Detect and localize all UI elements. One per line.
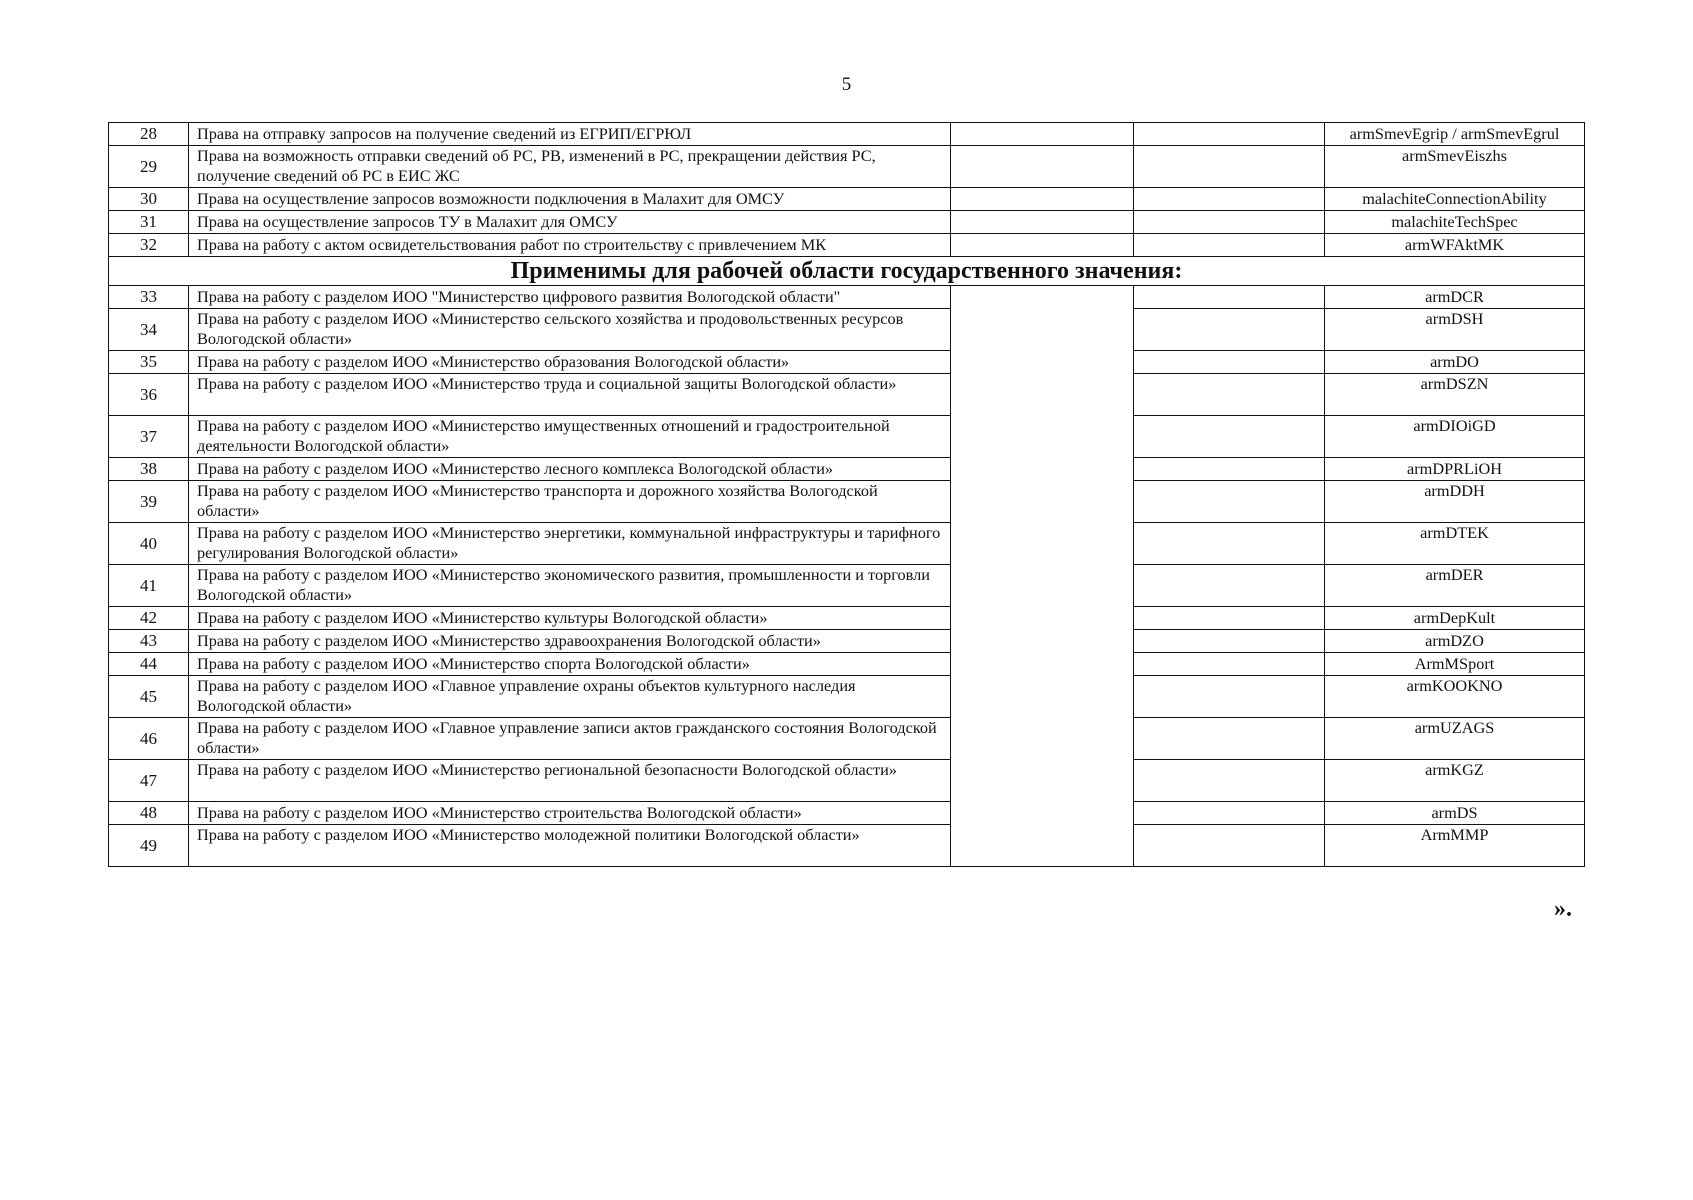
role-code: armSmevEiszhs	[1325, 146, 1585, 188]
table-body-top	[109, 123, 1585, 257]
table-row	[109, 630, 1585, 653]
row-number: 46	[109, 718, 189, 760]
table-row	[109, 416, 1585, 458]
table-body-bottom	[109, 286, 1585, 867]
table-row	[109, 802, 1585, 825]
row-description: Права на возможность отправки сведений об РС, РВ, изменений в РС, прекращении действия РС, получение сведений об РС в ЕИС ЖС	[189, 146, 951, 188]
role-code: armDZO	[1325, 630, 1585, 653]
row-number: 49	[109, 825, 189, 867]
blank-cell	[1134, 481, 1325, 523]
blank-cell	[1134, 351, 1325, 374]
row-number: 41	[109, 565, 189, 607]
table-row	[109, 286, 1585, 309]
row-number: 47	[109, 760, 189, 802]
blank-cell	[1134, 523, 1325, 565]
role-code: armWFAktMK	[1325, 234, 1585, 257]
row-number: 28	[109, 123, 189, 146]
page-number: 5	[841, 74, 852, 95]
table-row	[109, 653, 1585, 676]
blank-cell	[1134, 286, 1325, 309]
row-number: 33	[109, 286, 189, 309]
row-description: Права на работу с разделом ИОО «Министерство труда и социальной защиты Вологодской области»	[189, 374, 951, 416]
row-description: Права на осуществление запросов ТУ в Малахит для ОМСУ	[189, 211, 951, 234]
blank-cell	[1134, 188, 1325, 211]
row-description: Права на работу с разделом ИОО «Министерство имущественных отношений и градостроительной деятельности Вологодской области»	[189, 416, 951, 458]
role-code: malachiteTechSpec	[1325, 211, 1585, 234]
row-description: Права на работу с разделом ИОО «Главное управление записи актов гражданского состояния Вологодской области»	[189, 718, 951, 760]
row-number: 42	[109, 607, 189, 630]
table-row	[109, 458, 1585, 481]
row-description: Права на работу с разделом ИОО «Министерство культуры Вологодской области»	[189, 607, 951, 630]
row-description: Права на осуществление запросов возможности подключения в Малахит для ОМСУ	[189, 188, 951, 211]
blank-cell	[1134, 458, 1325, 481]
blank-cell	[1134, 211, 1325, 234]
table-body-section	[109, 257, 1585, 286]
table-row	[109, 565, 1585, 607]
table-row	[109, 523, 1585, 565]
table-row	[109, 211, 1585, 234]
role-code: ArmMSport	[1325, 653, 1585, 676]
table-row	[109, 760, 1585, 802]
blank-cell	[951, 234, 1134, 257]
table-row	[109, 146, 1585, 188]
row-description: Права на работу с разделом ИОО «Министерство лесного комплекса Вологодской области»	[189, 458, 951, 481]
row-description: Права на отправку запросов на получение сведений из ЕГРИП/ЕГРЮЛ	[189, 123, 951, 146]
row-number: 36	[109, 374, 189, 416]
role-code: armDPRLiOH	[1325, 458, 1585, 481]
role-code: armDDH	[1325, 481, 1585, 523]
blank-cell	[951, 123, 1134, 146]
row-number: 34	[109, 309, 189, 351]
blank-cell	[1134, 653, 1325, 676]
row-description: Права на работу с разделом ИОО «Министерство сельского хозяйства и продовольственных ресурсов Вологодской области»	[189, 309, 951, 351]
row-description: Права на работу с разделом ИОО «Министерство региональной безопасности Вологодской области»	[189, 760, 951, 802]
role-code: armDSZN	[1325, 374, 1585, 416]
blank-cell	[1134, 760, 1325, 802]
closing-quote-mark: ».	[1554, 896, 1572, 922]
row-description: Права на работу с разделом ИОО «Министерство экономического развития, промышленности и торговли Вологодской области»	[189, 565, 951, 607]
role-code: malachiteConnectionAbility	[1325, 188, 1585, 211]
row-description: Права на работу с разделом ИОО «Министерство образования Вологодской области»	[189, 351, 951, 374]
blank-cell	[951, 286, 1134, 867]
role-code: ArmMMP	[1325, 825, 1585, 867]
blank-cell	[951, 188, 1134, 211]
role-code: armDS	[1325, 802, 1585, 825]
table-row	[109, 825, 1585, 867]
blank-cell	[1134, 630, 1325, 653]
role-code: armKOOKNO	[1325, 676, 1585, 718]
row-description: Права на работу с разделом ИОО «Министерство спорта Вологодской области»	[189, 653, 951, 676]
section-heading-row	[109, 257, 1585, 286]
table-row	[109, 607, 1585, 630]
row-number: 38	[109, 458, 189, 481]
row-number: 32	[109, 234, 189, 257]
section-heading: Применимы для рабочей области государственного значения:	[109, 257, 1585, 286]
blank-cell	[1134, 802, 1325, 825]
role-code: armDO	[1325, 351, 1585, 374]
blank-cell	[1134, 676, 1325, 718]
row-description: Права на работу с разделом ИОО «Главное управление охраны объектов культурного наследия Вологодской области»	[189, 676, 951, 718]
row-description: Права на работу с разделом ИОО «Министерство молодежной политики Вологодской области»	[189, 825, 951, 867]
blank-cell	[1134, 718, 1325, 760]
blank-cell	[1134, 123, 1325, 146]
row-number: 48	[109, 802, 189, 825]
role-code: armDER	[1325, 565, 1585, 607]
table-row	[109, 188, 1585, 211]
role-code: armDSH	[1325, 309, 1585, 351]
table-row	[109, 234, 1585, 257]
blank-cell	[1134, 416, 1325, 458]
role-code: armDCR	[1325, 286, 1585, 309]
blank-cell	[1134, 607, 1325, 630]
role-code: armDTEK	[1325, 523, 1585, 565]
table-row	[109, 351, 1585, 374]
row-number: 44	[109, 653, 189, 676]
row-number: 39	[109, 481, 189, 523]
table-row	[109, 309, 1585, 351]
role-code: armKGZ	[1325, 760, 1585, 802]
blank-cell	[1134, 309, 1325, 351]
row-number: 29	[109, 146, 189, 188]
row-description: Права на работу с разделом ИОО «Министерство энергетики, коммунальной инфраструктуры и тарифного регулирования Вологодской области»	[189, 523, 951, 565]
table-row	[109, 481, 1585, 523]
role-code: armDepKult	[1325, 607, 1585, 630]
blank-cell	[1134, 234, 1325, 257]
row-description: Права на работу с разделом ИОО "Министерство цифрового развития Вологодской области"	[189, 286, 951, 309]
row-number: 31	[109, 211, 189, 234]
row-number: 45	[109, 676, 189, 718]
table-row	[109, 123, 1585, 146]
table-row	[109, 374, 1585, 416]
blank-cell	[1134, 565, 1325, 607]
rights-table	[108, 122, 1585, 867]
role-code: armUZAGS	[1325, 718, 1585, 760]
row-description: Права на работу с разделом ИОО «Министерство здравоохранения Вологодской области»	[189, 630, 951, 653]
row-number: 37	[109, 416, 189, 458]
row-description: Права на работу с разделом ИОО «Министерство строительства Вологодской области»	[189, 802, 951, 825]
row-number: 43	[109, 630, 189, 653]
blank-cell	[951, 146, 1134, 188]
row-description: Права на работу с разделом ИОО «Министерство транспорта и дорожного хозяйства Вологодской области»	[189, 481, 951, 523]
row-number: 40	[109, 523, 189, 565]
blank-cell	[1134, 374, 1325, 416]
blank-cell	[1134, 825, 1325, 867]
role-code: armSmevEgrip / armSmevEgrul	[1325, 123, 1585, 146]
role-code: armDIOiGD	[1325, 416, 1585, 458]
table-row	[109, 676, 1585, 718]
blank-cell	[951, 211, 1134, 234]
row-description: Права на работу с актом освидетельствования работ по строительству с привлечением МК	[189, 234, 951, 257]
blank-cell	[1134, 146, 1325, 188]
row-number: 30	[109, 188, 189, 211]
table-row	[109, 718, 1585, 760]
row-number: 35	[109, 351, 189, 374]
